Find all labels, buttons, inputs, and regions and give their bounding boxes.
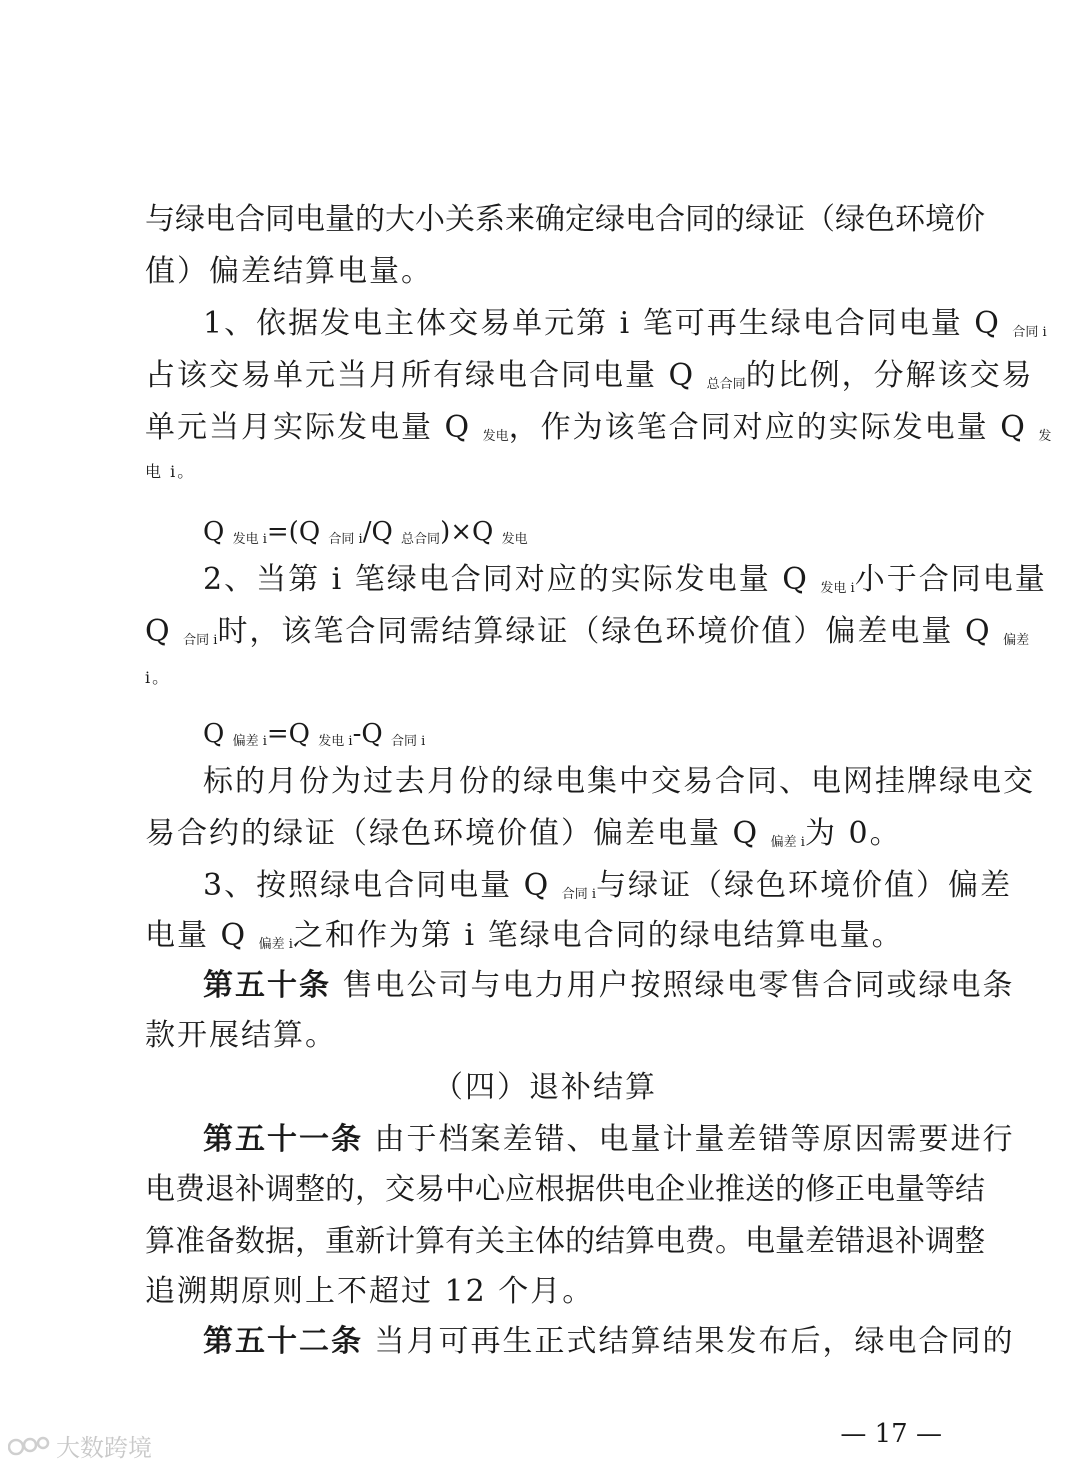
article-51-line2: 电费退补调整的，交易中心应根据供电企业推送的修正电量等结: [145, 1172, 985, 1207]
paragraph-line: 与绿电合同电量的大小关系来确定绿电合同的绿证（绿色环境价: [145, 202, 985, 237]
item1-line3: 单元当月实际发电量 Q $_{发电}$，作为该笔合同对应的实际发电量 Q $_发$: [145, 410, 1052, 445]
paragraph-line: 值）偏差结算电量。: [145, 254, 433, 289]
page-number: — 17 —: [840, 1419, 942, 1449]
article-51-line1: 第五十一条 由于档案差错、电量计量差错等原因需要进行: [203, 1122, 1015, 1157]
watermark-logo-icon: [8, 1433, 52, 1465]
article-51-line3: 算准备数据，重新计算有关主体的结算电费。电量差错退补调整: [145, 1224, 985, 1259]
item2-line3: i。: [145, 668, 171, 687]
item2-line1: 2、当第 i 笔绿电合同对应的实际发电量 Q $_{发电 i}$小于合同电量: [203, 562, 1047, 597]
item2-line2: Q $_{合同 i}$时，该笔合同需结算绿证（绿色环境价值）偏差电量 Q $_{偏差}$: [145, 614, 1030, 649]
note-line1: 标的月份为过去月份的绿电集中交易合同、电网挂牌绿电交: [203, 764, 1035, 799]
article-51-line4: 追溯期原则上不超过 12 个月。: [145, 1274, 595, 1309]
note-line2: 易合约的绿证（绿色环境价值）偏差电量 Q $_{偏差 i}$为 0。: [145, 816, 902, 851]
article-50-title: 第五十条: [203, 968, 331, 1003]
formula-actual-generation: Q $_{发电 i}$=(Q $_{合同 i}$/Q $_{总合同}$)×Q $_{发电}$: [203, 517, 528, 547]
item3-line2: 电量 Q $_{偏差 i}$之和作为第 i 笔绿电合同的绿电结算电量。: [145, 918, 904, 953]
watermark: [8, 1428, 152, 1465]
article-50-line1: 第五十条 售电公司与电力用户按照绿电零售合同或绿电条: [203, 968, 1015, 1003]
formula-deviation: Q $_{偏差 i}$=Q $_{发电 i}$-Q $_{合同 i}$: [203, 719, 426, 749]
item3-line1: 3、按照绿电合同电量 Q $_{合同 i}$与绿证（绿色环境价值）偏差: [203, 868, 1013, 903]
article-52-title: 第五十二条: [203, 1324, 363, 1359]
item1-line2: 占该交易单元当月所有绿电合同电量 Q $_{总合同}$的比例，分解该交易: [145, 358, 1034, 393]
section-heading: （四）退补结算: [433, 1070, 657, 1105]
item1-line4: 电 i。: [145, 462, 196, 481]
article-50-line2: 款开展结算。: [145, 1018, 337, 1053]
item1-line1: 1、依据发电主体交易单元第 i 笔可再生绿电合同电量 Q $_{合同 i}$: [203, 306, 1047, 341]
article-51-title: 第五十一条: [203, 1122, 363, 1157]
watermark-text: 大数跨境: [56, 1434, 152, 1462]
article-52-line1: 第五十二条 当月可再生正式结算结果发布后，绿电合同的: [203, 1324, 1015, 1359]
